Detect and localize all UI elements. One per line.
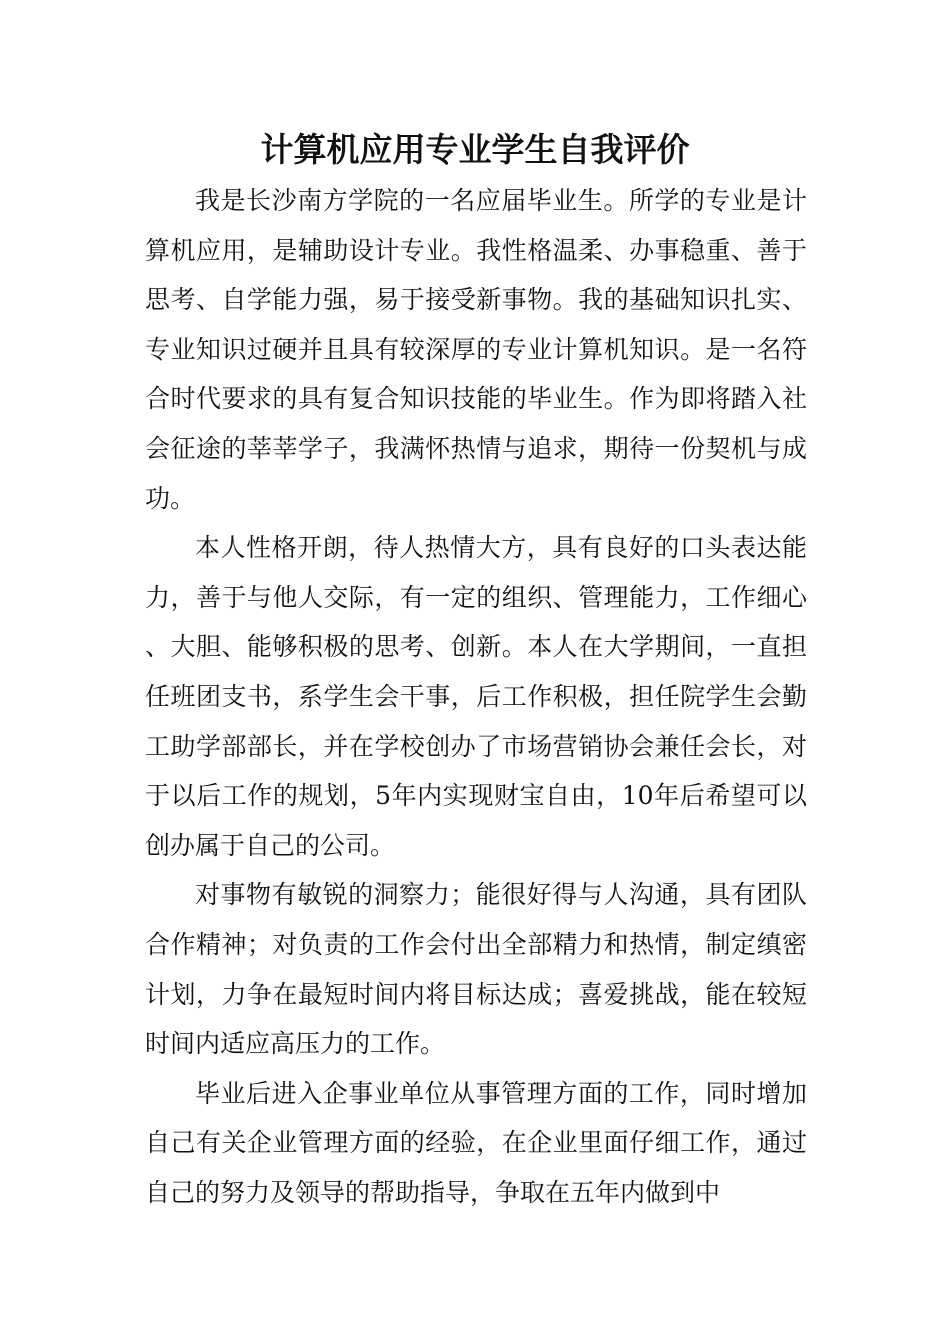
document-title: 计算机应用专业学生自我评价 bbox=[260, 130, 690, 169]
document-body bbox=[145, 176, 807, 1217]
paragraph-2: 本人性格开朗，待人热情大方，具有良好的口头表达能力，善于与他人交际，有一定的组织、管理能力，工作细心、大胆、能够积极的思考、创新。本人在大学期间，一直担任班团支书，系学生会干事，后工作积极，担任院学生会勤工助学部部长，并在学校创办了市场营销协会兼任会长，对于以后工作的规划，5年内实现财宝自由，10年后希望可以创办属于自己的公司。 bbox=[145, 533, 807, 860]
paragraph-4: 毕业后进入企事业单位从事管理方面的工作，同时增加自己有关企业管理方面的经验，在企业里面仔细工作，通过自己的努力及领导的帮助指导，争取在五年内做到中 bbox=[145, 1078, 807, 1207]
paragraph-3: 对事物有敏锐的洞察力；能很好得与人沟通，具有团队合作精神；对负责的工作会付出全部精力和热情，制定缜密计划，力争在最短时间内将目标达成；喜爱挑战，能在较短时间内适应高压力的工作。 bbox=[145, 880, 807, 1059]
paragraph-1: 我是长沙南方学院的一名应届毕业生。所学的专业是计算机应用，是辅助设计专业。我性格温柔、办事稳重、善于思考、自学能力强，易于接受新事物。我的基础知识扎实、专业知识过硬并且具有较深厚的专业计算机知识。是一名符合时代要求的具有复合知识技能的毕业生。作为即将踏入社会征途的莘莘学子，我满怀热情与追求，期待一份契机与成功。 bbox=[145, 186, 807, 513]
